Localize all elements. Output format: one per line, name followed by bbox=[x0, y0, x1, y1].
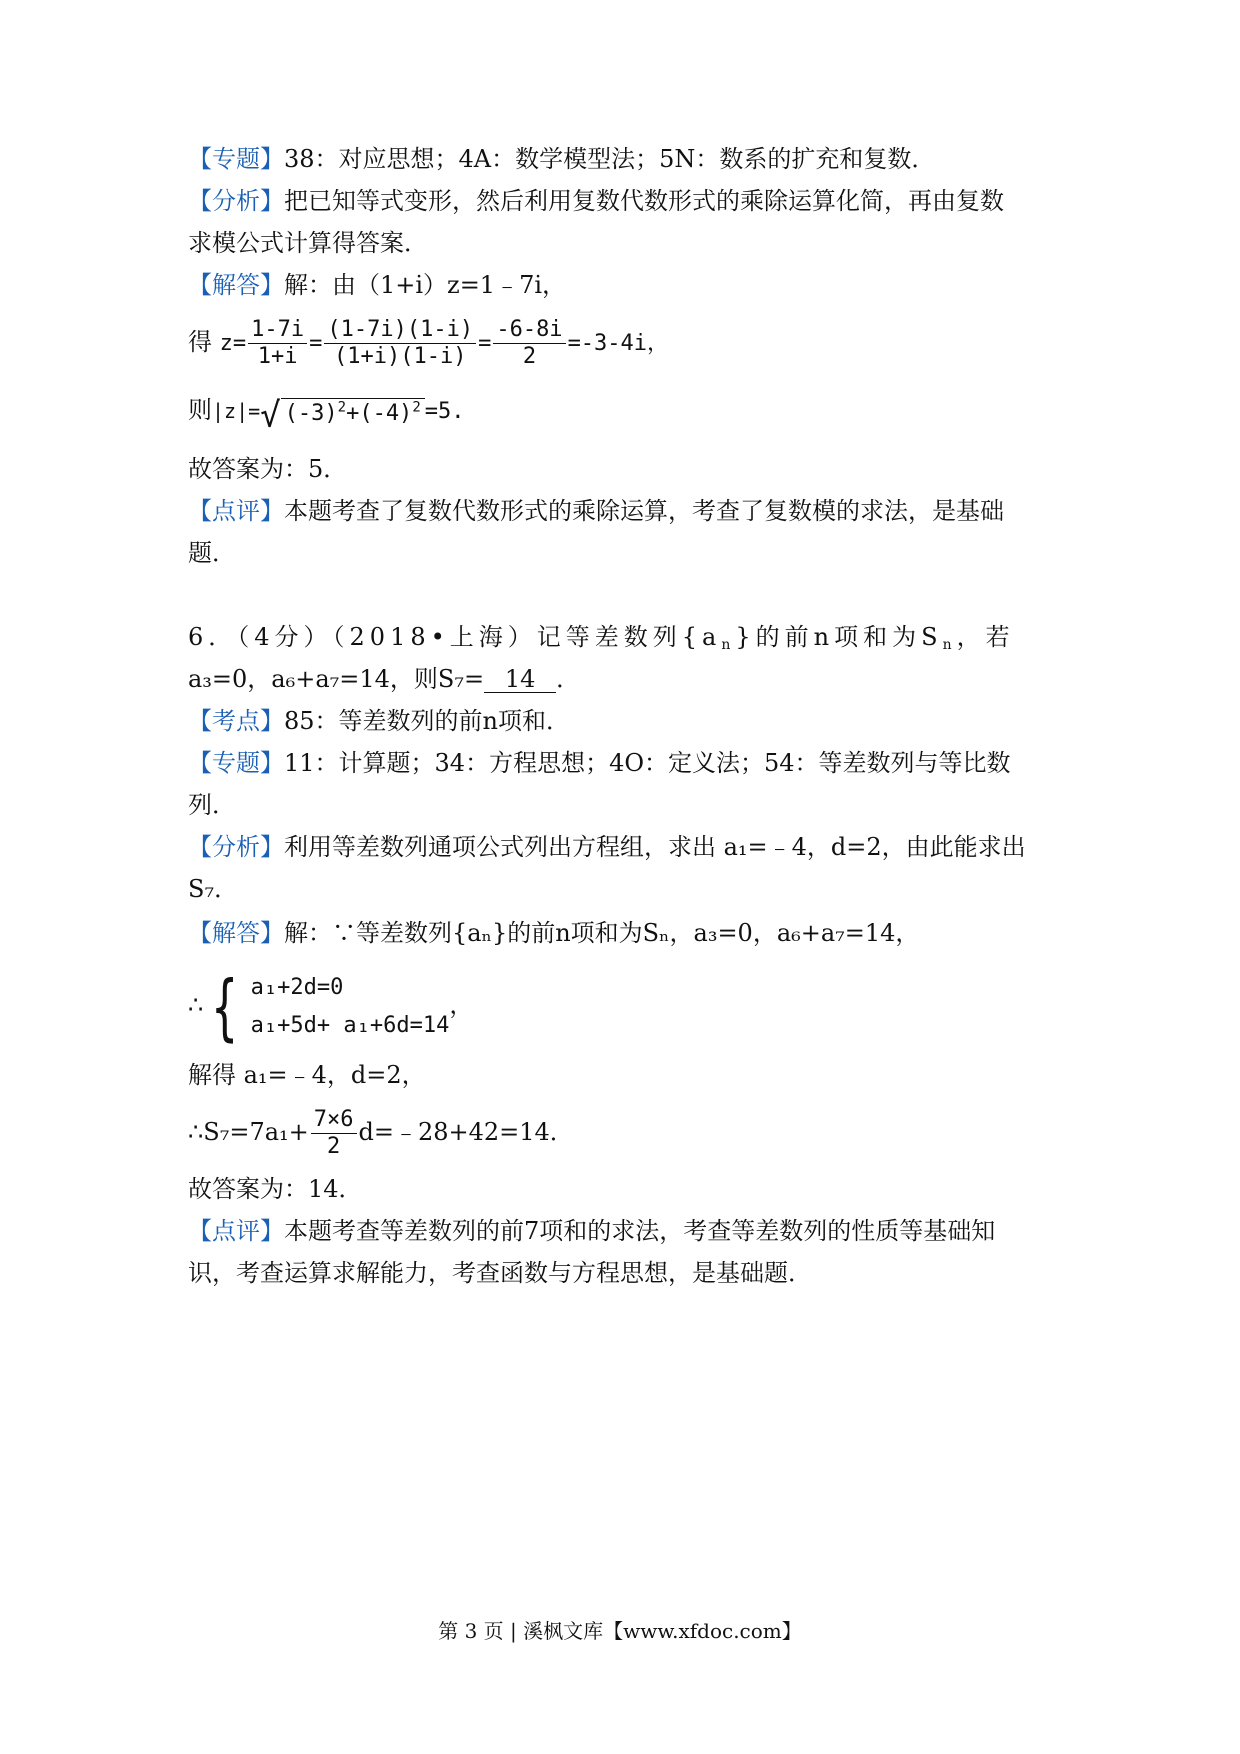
q5-fenxi-line2: 求模公式计算得答案． bbox=[188, 229, 428, 257]
brace-icon: { bbox=[211, 964, 238, 1049]
system-of-equations bbox=[203, 964, 450, 1049]
tag-kaodian: 【考点】 bbox=[188, 707, 284, 735]
q6-fenxi-cont bbox=[188, 872, 1068, 906]
q5-fenxi-line1: 把已知等式变形，然后利用复数代数形式的乘除运算化简，再由复数 bbox=[284, 187, 1004, 215]
tag-dianping: 【点评】 bbox=[188, 497, 284, 525]
q6-jieda-text: 解：∵等差数列{aₙ}的前n项和为Sₙ，a₃=0，a₆+a₇=14， bbox=[284, 919, 920, 947]
q5-absz: |z|= bbox=[212, 399, 261, 424]
tag-fenxi: 【分析】 bbox=[188, 187, 284, 215]
tag-jieda-q6: 【解答】 bbox=[188, 919, 284, 947]
q5-result: =-3-4i， bbox=[567, 331, 670, 356]
tag-dianping-q6: 【点评】 bbox=[188, 1217, 284, 1245]
q5-radical: √ $(-3)^2+(-4)^2$ bbox=[260, 386, 425, 437]
q6-solve: 解得 a₁=﹣4，d=2， bbox=[188, 1061, 426, 1089]
q6-dianping-line2: 识，考查运算求解能力，考查函数与方程思想，是基础题． bbox=[188, 1259, 812, 1287]
q6-zhuanti bbox=[188, 746, 1068, 780]
q5-formula-abs: 则|z|=√ $(-3)^2+(-4)^2 =5$. bbox=[188, 386, 1068, 437]
q5-de: 得 bbox=[188, 328, 212, 356]
q5-fenxi bbox=[188, 184, 1068, 218]
q5-formula-z: 得 z= $\frac{1-7i}{1+i}$ = $\frac{(1-7i)(1-i)}{(1+i)(1-i)}$ = $\frac{-6-8i}{2}$ =-3-4i， bbox=[188, 317, 670, 369]
q5-fraction-2: $\frac{(1-7i)(1-i)}{(1+i)(1-i)}$ bbox=[324, 317, 476, 370]
q6-dianping-cont bbox=[188, 1256, 1068, 1290]
q6-dianping bbox=[188, 1214, 1068, 1248]
q5-z-eq: z= bbox=[219, 331, 247, 356]
q5-fenxi-cont bbox=[188, 226, 1068, 260]
q6-answer: 故答案为：14． bbox=[188, 1175, 363, 1203]
q5-fraction-3: $\frac{-6-8i}{2}$ bbox=[493, 317, 565, 370]
q6-kaodian-text: 85：等差数列的前n项和． bbox=[284, 707, 570, 735]
q6-fenxi-line2: S₇． bbox=[188, 875, 239, 903]
q6-stem-line2: a₃=0，a₆+a₇=14，则S₇= 14 ． bbox=[188, 665, 581, 693]
tag-fenxi-q6: 【分析】 bbox=[188, 833, 284, 861]
s7-fraction: $\frac{7\times 6}{2}$ bbox=[311, 1107, 357, 1160]
q6-dianping-line1: 本题考查等差数列的前7项和的求法，考查等差数列的性质等基础知 bbox=[284, 1217, 996, 1245]
q5-zhuanti bbox=[188, 142, 1068, 176]
sqrt-icon: √ bbox=[260, 395, 281, 436]
q5-answer: 故答案为：5． bbox=[188, 455, 348, 483]
q6-s7-formula: ∴S₇=7a₁+ $\frac{7\times 6}{2}$ d=﹣28+42=14． bbox=[188, 1107, 574, 1159]
tag-zhuanti-q6: 【专题】 bbox=[188, 749, 284, 777]
q5-dianping-line2: 题． bbox=[188, 539, 236, 567]
system-eq-2: a₁+5d+ a₁+6d=14 bbox=[250, 1012, 450, 1038]
page-footer: 第 3 页 | 溪枫文库【www.xfdoc.com】 bbox=[438, 1619, 802, 1643]
q5-zhuanti-text: 38：对应思想；4A：数学模型法；5N：数系的扩充和复数． bbox=[284, 145, 936, 173]
q5-dianping bbox=[188, 494, 1068, 528]
q5-jieda bbox=[188, 268, 1068, 302]
q5-dianping-cont bbox=[188, 536, 1068, 570]
q6-zhuanti-line2: 列． bbox=[188, 791, 236, 819]
q5-ze: 则 bbox=[188, 396, 212, 425]
q6-fenxi-line1: 利用等差数列通项公式列出方程组，求出 a₁=﹣4，d=2，由此能求出 bbox=[284, 833, 1026, 861]
q6-kaodian bbox=[188, 704, 1068, 738]
tag-zhuanti: 【专题】 bbox=[188, 145, 284, 173]
therefore-symbol: ∴ bbox=[188, 991, 204, 1019]
q6-equation-system: ∴ { a₁+2d=0 a₁+5d+ a₁+6d=14 ， bbox=[188, 964, 474, 1049]
tag-jieda: 【解答】 bbox=[188, 271, 284, 299]
q6-jieda bbox=[188, 916, 1068, 950]
system-eq-1: a₁+2d=0 bbox=[250, 974, 344, 1000]
answer-blank: 14 bbox=[484, 666, 556, 693]
q6-zhuanti-cont bbox=[188, 788, 1068, 822]
q6-stem-line1: 6．（4分）（2018•上海）记等差数列$\{a_n\}$的前n项和为$S_n$，若 bbox=[188, 623, 1015, 653]
q5-dianping-line1: 本题考查了复数代数形式的乘除运算，考查了复数模的求法，是基础 bbox=[284, 497, 1004, 525]
q6-zhuanti-line1: 11：计算题；34：方程思想；4O：定义法；54：等差数列与等比数 bbox=[284, 749, 1011, 777]
q6-fenxi bbox=[188, 830, 1068, 864]
q5-jieda-text: 解：由（1+i）z=1﹣7i， bbox=[284, 271, 567, 299]
q5-fraction-1: $\frac{1-7i}{1+i}$ bbox=[248, 317, 307, 370]
